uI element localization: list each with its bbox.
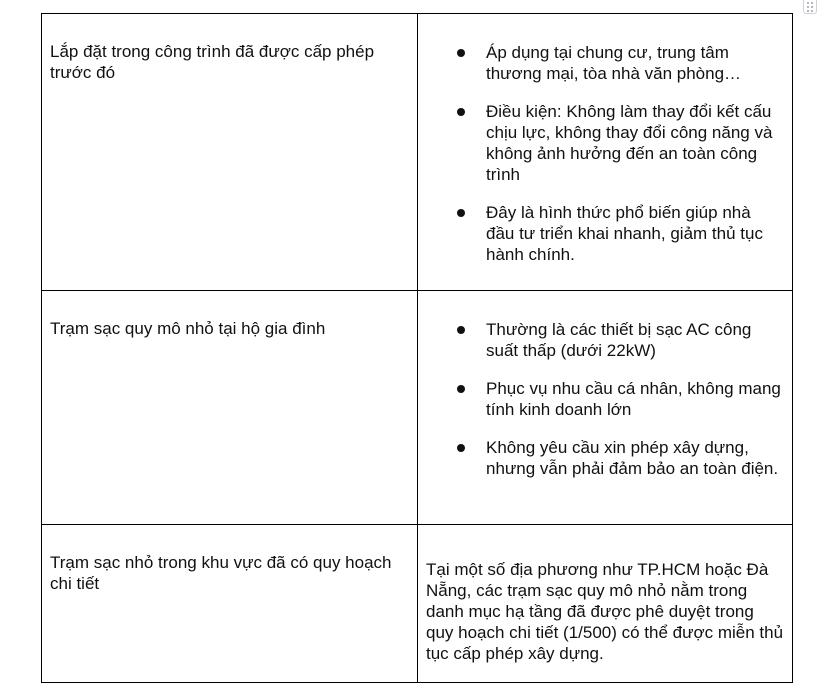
list-item — [486, 319, 782, 361]
list-item-text: Thường là các thiết bị sạc AC công suất thấp (dưới 22kW) — [486, 320, 752, 360]
bullet-list — [418, 291, 792, 479]
table-row — [42, 14, 793, 291]
table-cell[interactable] — [418, 291, 793, 525]
table-drag-handle-icon[interactable] — [803, 0, 817, 14]
list-item — [486, 437, 782, 479]
cell-text: Lắp đặt trong công trình đã được cấp phép trước đó — [50, 42, 375, 82]
cell-text: Trạm sạc quy mô nhỏ tại hộ gia đình — [50, 319, 326, 338]
bullet-icon — [457, 385, 465, 393]
table-cell[interactable] — [418, 14, 793, 291]
list-item — [486, 101, 782, 185]
document-table — [41, 13, 793, 683]
table-row — [42, 291, 793, 525]
list-item — [486, 378, 782, 420]
bullet-icon — [457, 326, 465, 334]
cell-text: Trạm sạc nhỏ trong khu vực đã có quy hoạch chi tiết — [50, 553, 392, 593]
grip-dots-icon — [807, 2, 813, 12]
list-item-text: Đây là hình thức phổ biến giúp nhà đầu tư triển khai nhanh, giảm thủ tục hành chính. — [486, 203, 763, 264]
table-cell[interactable] — [42, 291, 418, 525]
list-item — [486, 42, 782, 84]
bullet-icon — [457, 444, 465, 452]
bullet-icon — [457, 49, 465, 57]
list-item-text: Không yêu cầu xin phép xây dựng, nhưng vẫn phải đảm bảo an toàn điện. — [486, 438, 779, 478]
table-cell[interactable] — [42, 14, 418, 291]
cell-text: Tại một số địa phương như TP.HCM hoặc Đà Nẵng, các trạm sạc quy mô nhỏ nằm trong danh mục hạ tầng đã được phê duyệt trong quy hoạch chi tiết (1/500) có thể được miễn thủ tục cấp phép xây dựng. — [426, 560, 784, 663]
table-row — [42, 525, 793, 683]
list-item-text: Áp dụng tại chung cư, trung tâm thương mại, tòa nhà văn phòng… — [486, 43, 742, 83]
list-item — [486, 202, 782, 265]
bullet-list — [418, 14, 792, 265]
table-cell[interactable] — [418, 525, 793, 683]
list-item-text: Phục vụ nhu cầu cá nhân, không mang tính kinh doanh lớn — [486, 379, 781, 419]
bullet-icon — [457, 108, 465, 116]
table-cell[interactable] — [42, 525, 418, 683]
list-item-text: Điều kiện: Không làm thay đổi kết cấu chịu lực, không thay đổi công năng và không ảnh hưởng đến an toàn công trình — [486, 102, 773, 184]
bullet-icon — [457, 209, 465, 217]
